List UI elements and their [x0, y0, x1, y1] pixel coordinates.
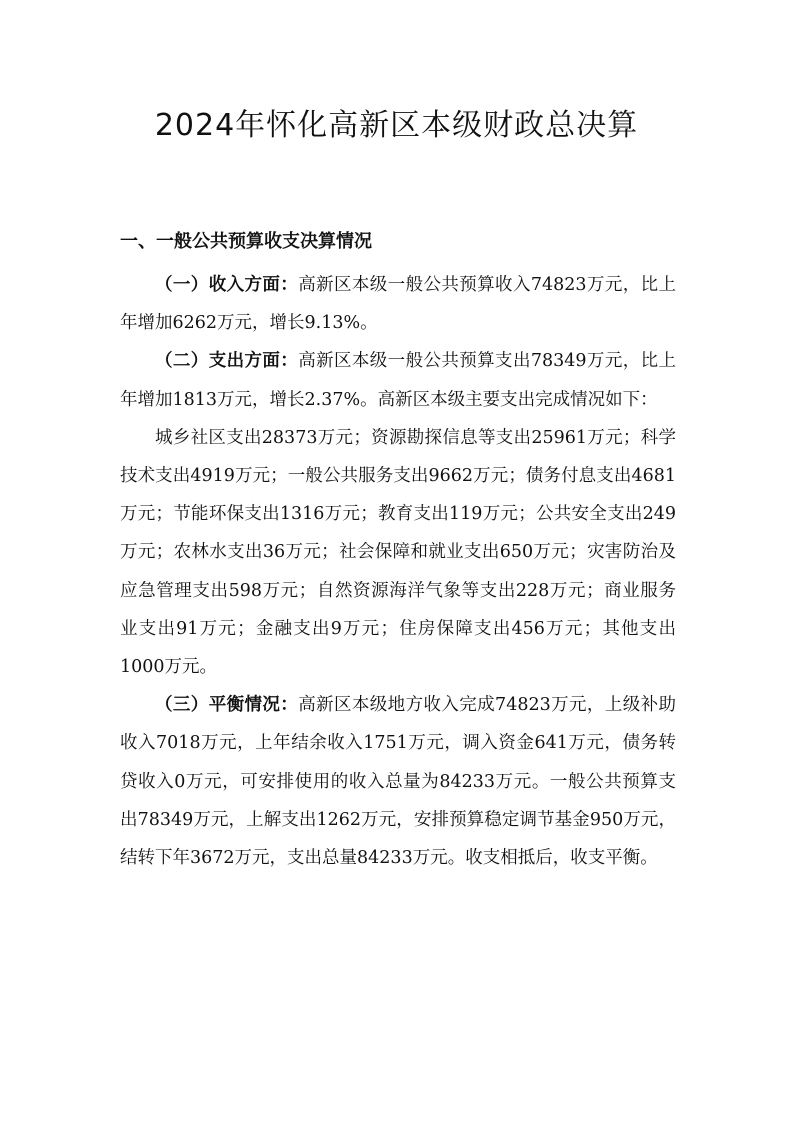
expenditure-paragraph [120, 342, 676, 418]
expenditure-details-paragraph: 城乡社区支出28373万元；资源勘探信息等支出25961万元；科学技术支出4919万元；一般公共服务支出9662万元；债务付息支出4681万元；节能环保支出1316万元；教育支出119万元；公共安全支出249万元；农林水支出36万元；社会保障和就业支出650万元；灾害防治及应急管理支出598万元；自然资源海洋气象等支出228万元；商业服务业支出91万元；金融支出9万元；住房保障支出456万元；其他支出1000万元。 [120, 427, 676, 678]
section-heading: 一、一般公共预算收支决算情况 [120, 231, 372, 252]
balance-label: （三）平衡情况： [155, 695, 299, 716]
expenditure-text: 高新区本级一般公共预算支出78349万元，比上年增加1813万元，增长2.37%。高新区本级主要支出完成情况如下： [120, 351, 677, 410]
balance-text: 高新区本级地方收入完成74823万元，上级补助收入7018万元，上年结余收入1751万元，调入资金641万元，债务转贷收入0万元，可安排使用的收入总量为84233万元。一般公共预算支出78349万元，上解支出1262万元，安排预算稳定调节基金950万元，结转下年3672万元，支出总量84233万元。收支相抵后，收支平衡。 [120, 695, 677, 869]
document-title: 2024年怀化高新区本级财政总决算 [154, 108, 639, 143]
balance-paragraph [120, 686, 676, 877]
income-text: 高新区本级一般公共预算收入74823万元，比上年增加6262万元，增长9.13%。 [120, 275, 677, 334]
income-label: （一）收入方面： [155, 275, 299, 295]
income-paragraph [120, 266, 676, 342]
document-body [120, 266, 676, 877]
expenditure-label: （二）支出方面： [155, 351, 299, 372]
